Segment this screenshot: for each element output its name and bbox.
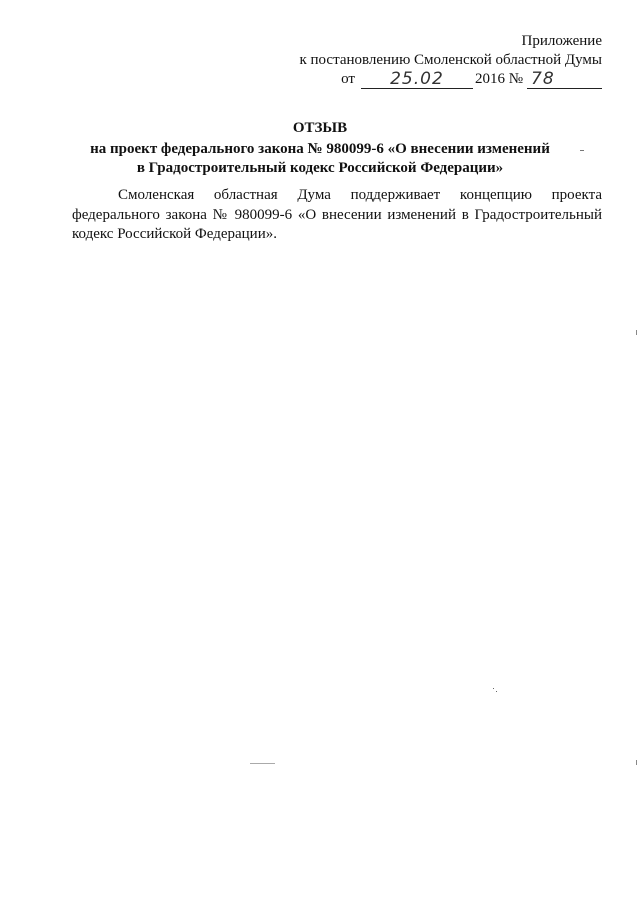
number-blank [527, 69, 602, 89]
appendix-label: Приложение [521, 33, 602, 49]
scan-edge-mark [636, 760, 637, 765]
title-line-2: в Градостроительный кодекс Российской Федерации» [136, 160, 504, 176]
document-title: ОТЗЫВ [292, 120, 348, 136]
document-header [299, 32, 602, 89]
date-blank [361, 69, 473, 89]
scan-speck [580, 150, 584, 151]
scan-speck [493, 688, 494, 689]
title-line-1: на проект федерального закона № 980099-6 «О внесении изменений [90, 141, 550, 157]
handwritten-date: 25.02 [390, 69, 444, 89]
document-title-block [0, 119, 640, 178]
scan-speck [496, 691, 497, 692]
resolution-reference: к постановлению Смоленской областной Думы [299, 52, 602, 68]
scan-speck [250, 763, 275, 764]
handwritten-number: 78 [531, 69, 555, 89]
year-number-label: 2016 № [474, 71, 523, 87]
date-prefix: от [341, 71, 355, 87]
date-number-line [299, 70, 602, 89]
body-paragraph: Смоленская областная Дума поддерживает концепцию проекта федерального закона № 980099-6 «О внесении изменений в Градостроительный кодекс Российской Федерации». [72, 187, 602, 242]
scan-edge-mark [636, 330, 637, 335]
